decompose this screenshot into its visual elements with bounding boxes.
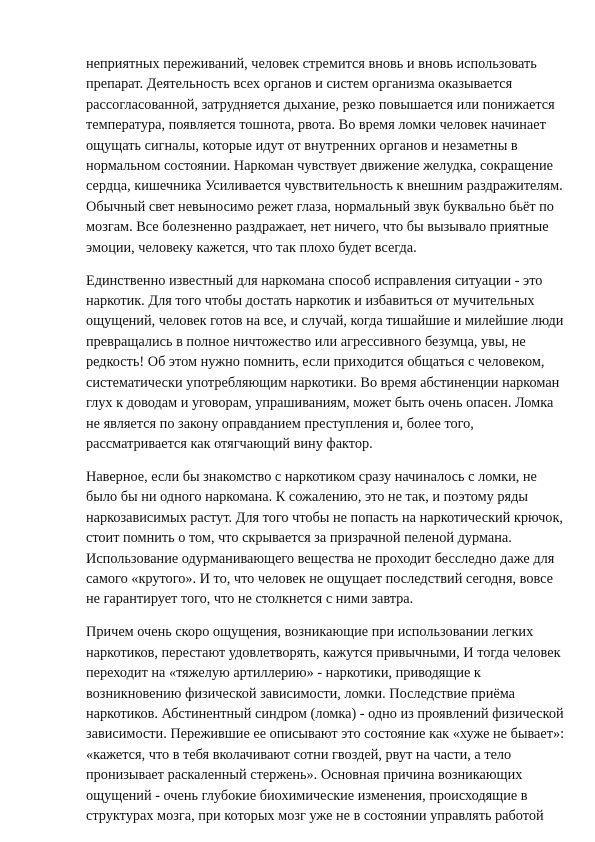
text-line: структурах мозга, при которых мозг уже не в состоянии управлять работой bbox=[86, 808, 544, 824]
paragraph-4 bbox=[86, 622, 565, 826]
text-line: наркозависимых растут. Для того чтобы не попасть на наркотический крючок, bbox=[86, 509, 563, 526]
body-text bbox=[86, 54, 565, 839]
text-line: рассматривается как отягчающий вину фактор. bbox=[86, 435, 373, 452]
text-line: зависимости. Пережившие ее описывают это состояние как «хуже не бывает»: bbox=[86, 726, 565, 743]
text-line: превращались в полное ничтожество или агрессивного безумца, увы, не bbox=[86, 333, 526, 350]
text-line: пронизывает раскаленный стержень». Основная причина возникающих bbox=[86, 767, 523, 784]
text-line: сердца, кишечника Усиливается чувствительность к внешним раздражителям. bbox=[86, 178, 563, 195]
text-line: наркотиков, перестают удовлетворять, кажутся привычными, И тогда человек bbox=[86, 644, 561, 661]
text-line: «кажется, что в тебя вколачивают сотни гвоздей, рвут на части, а тело bbox=[86, 746, 512, 763]
text-line: наркотик. Для того чтобы достать наркотик и избавиться от мучительных bbox=[86, 293, 535, 310]
paragraph-2 bbox=[86, 271, 564, 455]
text-line: препарат. Деятельность всех органов и систем организма оказывается bbox=[86, 76, 513, 93]
text-line: было бы ни одного наркомана. К сожалению, это не так, и поэтому ряды bbox=[86, 489, 528, 506]
text-line: переходит на «тяжелую артиллерию» - наркотики, приводящие к bbox=[86, 665, 481, 682]
text-line: самого «крутого». И то, что человек не ощущает последствий сегодня, вовсе bbox=[86, 570, 554, 587]
text-line: Использование одурманивающего вещества не проходит бесследно даже для bbox=[86, 550, 555, 567]
text-line: температура, появляется тошнота, рвота. Во время ломки человек начинает bbox=[86, 117, 546, 134]
text-line: эмоции, человеку кажется, что так плохо будет всегда. bbox=[86, 239, 417, 256]
text-line: систематически употребляющим наркотики. Во время абстиненции наркоман bbox=[86, 374, 560, 391]
text-line: ощущать сигналы, которые идут от внутренних органов и незаметны в bbox=[86, 137, 518, 154]
text-line: возникновению физической зависимости, ломки. Последствие приёма bbox=[86, 685, 515, 702]
text-line: ощущений - очень глубокие биохимические изменения, происходящие в bbox=[86, 787, 528, 804]
text-line: редкость! Об этом нужно помнить, если приходится общаться с человеком, bbox=[86, 354, 545, 371]
text-line: не гарантирует того, что не столкнется с ними завтра. bbox=[86, 591, 414, 608]
text-line: ощущений, человек готов на все, и случай, когда тишайшие и милейшие люди bbox=[86, 313, 564, 330]
text-line: Обычный свет невыносимо режет глаза, нормальный звук буквально бьёт по bbox=[86, 198, 554, 215]
text-line: Единственно известный для наркомана способ исправления ситуации - это bbox=[86, 272, 543, 289]
text-line: наркотиков. Абстинентный синдром (ломка) - одно из проявлений физической bbox=[86, 705, 564, 722]
text-line: мозгам. Все болезненно раздражает, нет ничего, что бы вызывало приятные bbox=[86, 219, 549, 236]
text-line: глух к доводам и уговорам, упрашиваниям, может быть очень опасен. Ломка bbox=[86, 395, 554, 412]
paragraph-1 bbox=[86, 54, 563, 258]
text-line: Наверное, если бы знакомство с наркотиком сразу начиналось с ломки, не bbox=[86, 468, 537, 485]
text-line: неприятных переживаний, человек стремится вновь и вновь использовать bbox=[86, 56, 537, 72]
text-line: рассогласованной, затрудняется дыхание, резко повышается или понижается bbox=[86, 96, 555, 113]
text-line: Причем очень скоро ощущения, возникающие при использовании легких bbox=[86, 624, 534, 641]
text-line: стоит помнить о том, что скрывается за призрачной пеленой дурмана. bbox=[86, 530, 512, 547]
paragraph-3 bbox=[86, 467, 563, 610]
text-line: не является по закону оправданием преступления и, более того, bbox=[86, 415, 474, 432]
text-line: нормальном состоянии. Наркоман чувствует движение желудка, сокращение bbox=[86, 158, 553, 175]
